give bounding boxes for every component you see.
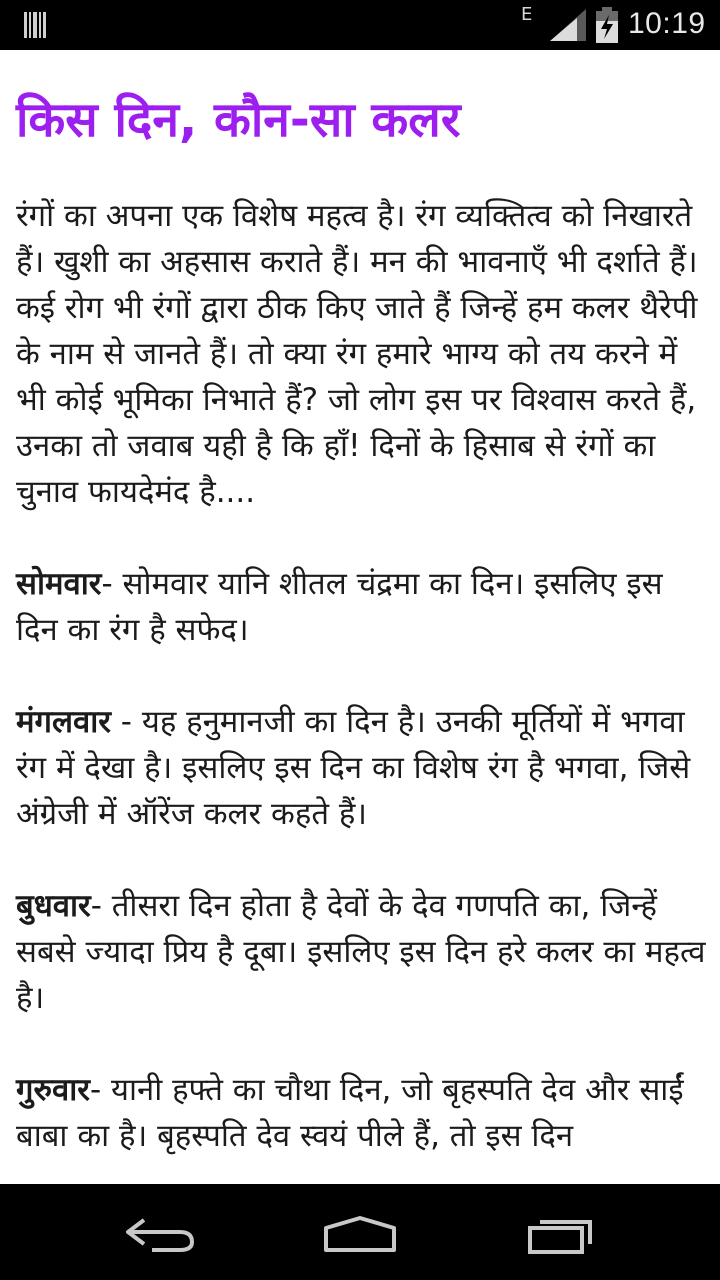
navigation-bar [0, 1184, 720, 1280]
home-icon[interactable] [322, 1214, 398, 1258]
article-body [16, 193, 712, 1184]
day-paragraph-wednesday [16, 883, 712, 1021]
status-clock: 10:19 [628, 7, 706, 40]
recent-apps-icon[interactable] [526, 1214, 596, 1258]
day-description: - सोमवार यानि शीतल चंद्रमा का दिन। इसलिए इस दिन का रंग है सफेद। [16, 566, 663, 648]
intro-paragraph: रंगों का अपना एक विशेष महत्व है। रंग व्यक्तित्व को निखारते हैं। खुशी का अहसास कराते हैं। मन की भावनाएँ भी दर्शाते हैं। कई रोग भी रंगों द्वारा ठीक किए जाते हैं जिन्हें हम कलर थैरेपी के नाम से जानते हैं। तो क्या रंग हमारे भाग्य को तय करने में भी कोई भूमिका निभाते हैं? जो लोग इस पर विश्वास करते हैं, उनका तो जवाब यही है कि हाँ! दिनों के हिसाब से रंगों का चुनाव फायदेमंद है.... [16, 198, 698, 510]
status-bar [0, 0, 720, 50]
day-name: सोमवार [16, 566, 102, 602]
article-content[interactable] [0, 50, 720, 1184]
day-name: बुधवार [16, 888, 91, 924]
day-description: - यानी हफ्ते का चौथा दिन, जो बृहस्पति देव और साईं बाबा का है। बृहस्पति देव स्वयं पीले हैं, तो इस दिन [16, 1072, 684, 1154]
day-paragraph-monday [16, 561, 712, 653]
signal-icon [548, 9, 588, 45]
day-paragraph-tuesday [16, 699, 712, 837]
day-paragraph-thursday [16, 1067, 712, 1159]
battery-charging-icon [595, 7, 619, 47]
article-title: किस दिन, कौन-सा कलर [16, 92, 461, 148]
day-description: - यह हनुमानजी का दिन है। उनकी मूर्तियों में भगवा रंग में देखा है। इसलिए इस दिन का विशेष रंग है भगवा, जिसे अंग्रेजी में ऑरेंज कलर कहते हैं। [16, 704, 691, 832]
day-description: - तीसरा दिन होता है देवों के देव गणपति का, जिन्हें सबसे ज्यादा प्रिय है दूबा। इसलिए इस दिन हरे कलर का महत्व है। [16, 888, 706, 1016]
day-name: मंगलवार [16, 704, 111, 740]
network-type-label: E [521, 4, 533, 25]
day-name: गुरुवार [16, 1072, 90, 1108]
barcode-icon [24, 12, 48, 42]
back-arrow-icon[interactable] [122, 1214, 196, 1258]
